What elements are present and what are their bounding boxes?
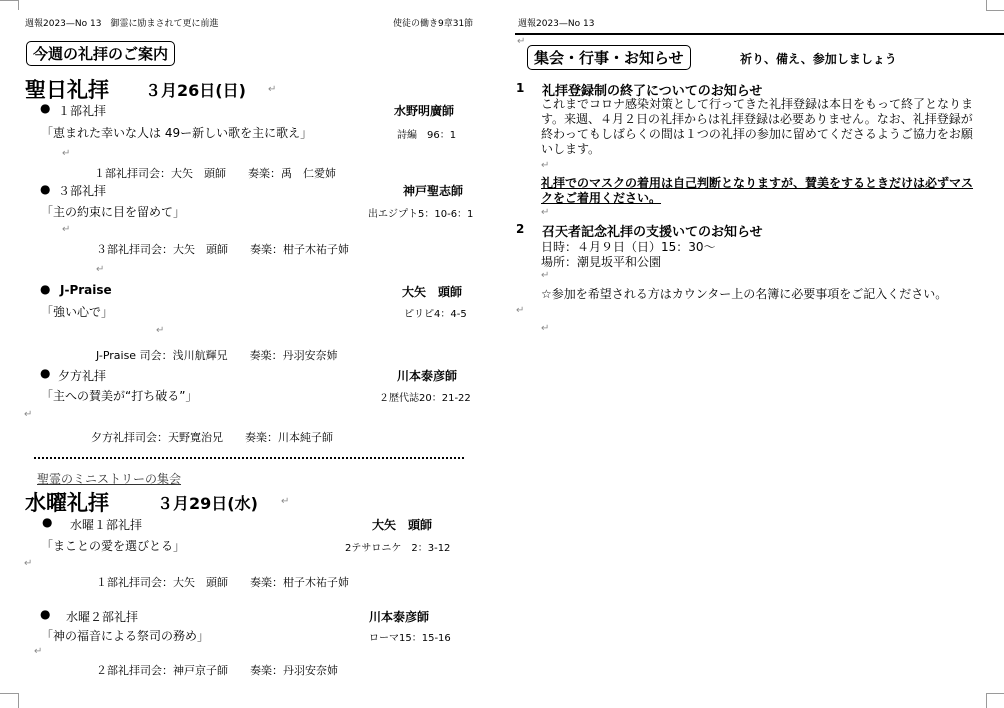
events-tagline: 祈り、備え、参加しましょう xyxy=(740,52,897,66)
service-roles: １部礼拝司会：大矢 頭師 奏楽：禹 仁愛姉 xyxy=(94,167,336,180)
crop-mark xyxy=(18,0,19,10)
paragraph-mark: ↵ xyxy=(541,270,550,281)
service-speaker: 川本泰彦師 xyxy=(369,610,430,624)
bullet-icon: ● xyxy=(40,101,51,115)
scripture: 2テサロニケ 2：3-12 xyxy=(345,543,451,554)
sermon-title: 「強い心で」 xyxy=(41,305,114,319)
service-roles: ３部礼拝司会：大矢 頭師 奏楽：柑子木祐子姉 xyxy=(96,243,349,256)
item-place: 場所：潮見坂平和公園 xyxy=(541,255,662,269)
service-roles: １部礼拝司会：大矢 頭師 奏楽：柑子木祐子姉 xyxy=(96,576,349,589)
service-speaker: 神戸聖志師 xyxy=(403,184,464,198)
service-name: J-Praise xyxy=(60,283,112,297)
item-number: 1 xyxy=(516,81,525,95)
paragraph-mark: ↵ xyxy=(62,224,71,235)
scripture: ローマ15：15-16 xyxy=(369,633,451,644)
paragraph-mark: ↵ xyxy=(156,325,165,336)
scripture: 出エジプト5：10-6：1 xyxy=(368,209,474,220)
paragraph-mark: ↵ xyxy=(96,264,105,275)
header-middle: 使徒の働き9章31節 xyxy=(393,19,474,29)
ministry-label: 聖霊のミニストリーの集会 xyxy=(37,472,182,486)
service-name: 水曜２部礼拝 xyxy=(66,610,139,624)
header-right: 週報2023—No 13 xyxy=(518,19,595,29)
paragraph-mark: ↵ xyxy=(24,558,33,569)
service-name: ３部礼拝 xyxy=(58,184,107,198)
service-roles: ２部礼拝司会：神戸京子師 奏楽：丹羽安奈姉 xyxy=(96,664,338,677)
paragraph-mark: ↵ xyxy=(541,160,550,171)
scripture: ピリピ4：4-5 xyxy=(404,309,467,320)
service-name: 水曜１部礼拝 xyxy=(70,518,143,532)
item-title: 召天者記念礼拝の支援いてのお知らせ xyxy=(542,225,763,240)
service-name: 夕方礼拝 xyxy=(58,369,107,383)
crop-mark xyxy=(986,10,1004,11)
bullet-icon: ● xyxy=(40,282,51,296)
service-name: １部礼拝 xyxy=(58,104,107,118)
service-speaker: 大矢 頭師 xyxy=(372,518,433,532)
service-speaker: 水野明廣師 xyxy=(394,104,455,118)
sermon-title: 「主への賛美が“打ち破る”」 xyxy=(41,389,198,403)
service-roles: 夕方礼拝司会：天野寛治兄 奏楽：川本純子師 xyxy=(91,431,333,444)
item-note: ☆参加を希望される方はカウンター上の名簿に必要事項をご記入ください。 xyxy=(541,287,948,301)
crop-mark xyxy=(986,693,1004,694)
paragraph-mark: ↵ xyxy=(541,207,550,218)
paragraph-mark: ↵ xyxy=(24,409,33,420)
crop-mark xyxy=(18,693,19,708)
crop-mark xyxy=(0,693,18,694)
paragraph-mark: ↵ xyxy=(516,305,525,316)
service-speaker: 川本泰彦師 xyxy=(397,369,458,383)
sunday-date: ３月26日(日) xyxy=(145,81,246,100)
paragraph-mark: ↵ xyxy=(517,36,526,47)
sermon-title: 「主の約束に目を留めて」 xyxy=(41,205,186,219)
crop-mark xyxy=(986,693,987,708)
bullet-icon: ● xyxy=(40,607,51,621)
section-title-worship: 今週の礼拝のご案内 xyxy=(26,41,175,66)
section-title-events: 集会・行事・お知らせ xyxy=(527,45,691,70)
section-divider xyxy=(34,457,464,459)
wednesday-date: ３月29日(水) xyxy=(157,494,258,513)
sermon-title: 「恵まれた幸いな人は 49ー新しい歌を主に歌え」 xyxy=(41,126,313,140)
sermon-title: 「まことの愛を選びとる」 xyxy=(41,539,186,553)
bullet-icon: ● xyxy=(40,182,51,196)
item-date: 日時：４月９日（日）15：30〜 xyxy=(541,240,716,254)
item-note: 礼拝でのマスクの着用は自己判断となりますが、賛美をするときだけは必ずマスクをご着用ください。 xyxy=(541,176,974,205)
item-title: 礼拝登録制の終了についてのお知らせ xyxy=(542,84,763,99)
scripture: 詩編 96：1 xyxy=(397,130,457,141)
paragraph-mark: ↵ xyxy=(62,148,71,159)
service-roles: J-Praise 司会：浅川航輝兄 奏楽：丹羽安奈姉 xyxy=(96,349,338,362)
bullet-icon: ● xyxy=(40,366,51,380)
item-number: 2 xyxy=(516,222,525,236)
scripture: ２歴代誌20：21-22 xyxy=(379,393,471,404)
paragraph-mark: ↵ xyxy=(281,496,290,507)
paragraph-mark: ↵ xyxy=(268,84,277,95)
wednesday-heading: 水曜礼拝 xyxy=(25,491,109,515)
sunday-heading: 聖日礼拝 xyxy=(25,78,109,102)
paragraph-mark: ↵ xyxy=(541,323,550,334)
sermon-title: 「神の福音による祭司の務め」 xyxy=(41,629,210,643)
bullet-icon: ● xyxy=(42,515,53,529)
item-body: これまでコロナ感染対策として行ってきた礼拝登録は本日をもって終了となります。来週、４月２日の礼拝からは礼拝登録は必要ありません。なお、礼拝登録が終わってもしばらくの間は１つの礼拝の参加に留めてくださるようご協力をお願いします。 xyxy=(541,97,974,156)
crop-mark xyxy=(986,0,987,10)
service-speaker: 大矢 頭師 xyxy=(402,285,463,299)
header-left: 週報2023—No 13 御霊に励まされて更に前進 xyxy=(25,19,219,29)
header-rule xyxy=(515,33,1004,35)
crop-mark xyxy=(0,0,18,1)
paragraph-mark: ↵ xyxy=(34,646,43,657)
